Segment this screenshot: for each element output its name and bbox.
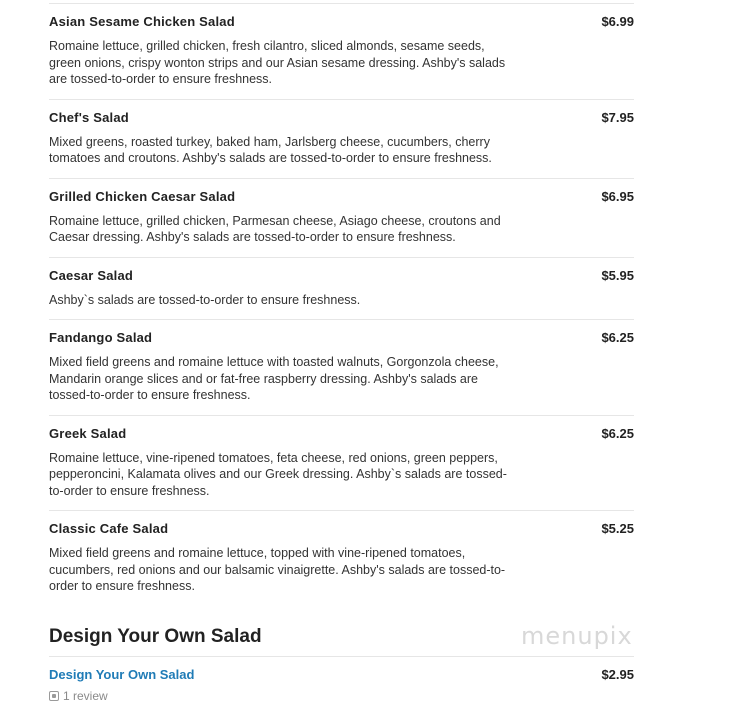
menu-item-price: $6.99 xyxy=(601,14,634,29)
menu-item-description: Mixed field greens and romaine lettuce, topped with vine-ripened tomatoes, cucumbers, red onions and our balsamic vinaigrette. Ashby's salads are tossed-to-order to ensure freshness. xyxy=(49,546,506,593)
menu-item-price: $5.95 xyxy=(601,267,634,283)
menu-item-name: Classic Cafe Salad xyxy=(49,521,169,536)
menu-item-header xyxy=(49,110,634,128)
menu-item-price: $7.95 xyxy=(601,109,634,125)
menu-item-description: Mixed field greens and romaine lettuce with toasted walnuts, Gorgonzola cheese, Mandarin orange slices and or fat-free raspberry dressing. Ashby's salads are tossed-to-order to ensure freshness. xyxy=(49,355,499,402)
menu-item-description: Romaine lettuce, vine-ripened tomatoes, feta cheese, red onions, green peppers, pepperoncini, Kalamata olives and our Greek dressing. Ashby`s salads are tossed-to-order to ensure freshness. xyxy=(49,450,507,498)
menu-item-name: Asian Sesame Chicken Salad xyxy=(49,14,235,29)
menu-item-name: Fandango Salad xyxy=(49,330,153,345)
menu-item-header xyxy=(49,268,634,286)
menu-item-price: $6.25 xyxy=(601,330,634,345)
section-title: Design Your Own Salad xyxy=(49,626,634,657)
design-your-own-price: $2.95 xyxy=(601,666,634,682)
menu-item-header xyxy=(49,521,634,539)
menu-item-price: $6.25 xyxy=(601,425,634,441)
menu-item-description: Mixed greens, roasted turkey, baked ham, Jarlsberg cheese, cucumbers, cherry tomatoes and croutons. Ashby's salads are tossed-to-order to ensure freshness. xyxy=(49,134,492,165)
menu-item-price: $6.95 xyxy=(601,188,634,204)
menu-container xyxy=(49,0,634,703)
menu-item xyxy=(49,320,634,416)
menu-item-name: Chef's Salad xyxy=(49,109,129,125)
menu-item-description: Romaine lettuce, grilled chicken, fresh cilantro, sliced almonds, sesame seeds, green onions, crispy wonton strips and our Asian sesame dressing. Ashby's salads are tossed-to-order to ensure freshness. xyxy=(49,39,506,86)
menu-item-description: Romaine lettuce, grilled chicken, Parmesan cheese, Asiago cheese, croutons and Caesar dressing. Ashby's salads are tossed-to-order to ensure freshness. xyxy=(49,213,501,244)
salad-list xyxy=(49,4,634,606)
menu-item xyxy=(49,4,634,100)
menu-item-header xyxy=(49,189,634,207)
menu-item-header xyxy=(49,426,634,444)
design-your-own-item xyxy=(49,657,634,703)
menu-item-description: Ashby`s salads are tossed-to-order to ensure freshness. xyxy=(49,292,361,307)
design-your-own-link[interactable]: Design Your Own Salad xyxy=(49,666,195,682)
menu-item xyxy=(49,100,634,179)
review-count[interactable] xyxy=(49,689,634,703)
review-count-label: 1 review xyxy=(63,688,108,703)
watermark-logo: menupix xyxy=(521,622,633,650)
review-icon xyxy=(49,691,59,701)
menu-item-header xyxy=(49,14,634,32)
menu-item xyxy=(49,416,634,512)
menu-item xyxy=(49,511,634,606)
menu-item-header xyxy=(49,330,634,348)
menu-item-name: Caesar Salad xyxy=(49,267,134,283)
design-your-own-header xyxy=(49,667,634,682)
menu-item-name: Grilled Chicken Caesar Salad xyxy=(49,188,236,204)
menu-item-name: Greek Salad xyxy=(49,425,127,441)
menu-item xyxy=(49,258,634,321)
menu-item xyxy=(49,179,634,258)
menu-item-price: $5.25 xyxy=(601,521,634,536)
